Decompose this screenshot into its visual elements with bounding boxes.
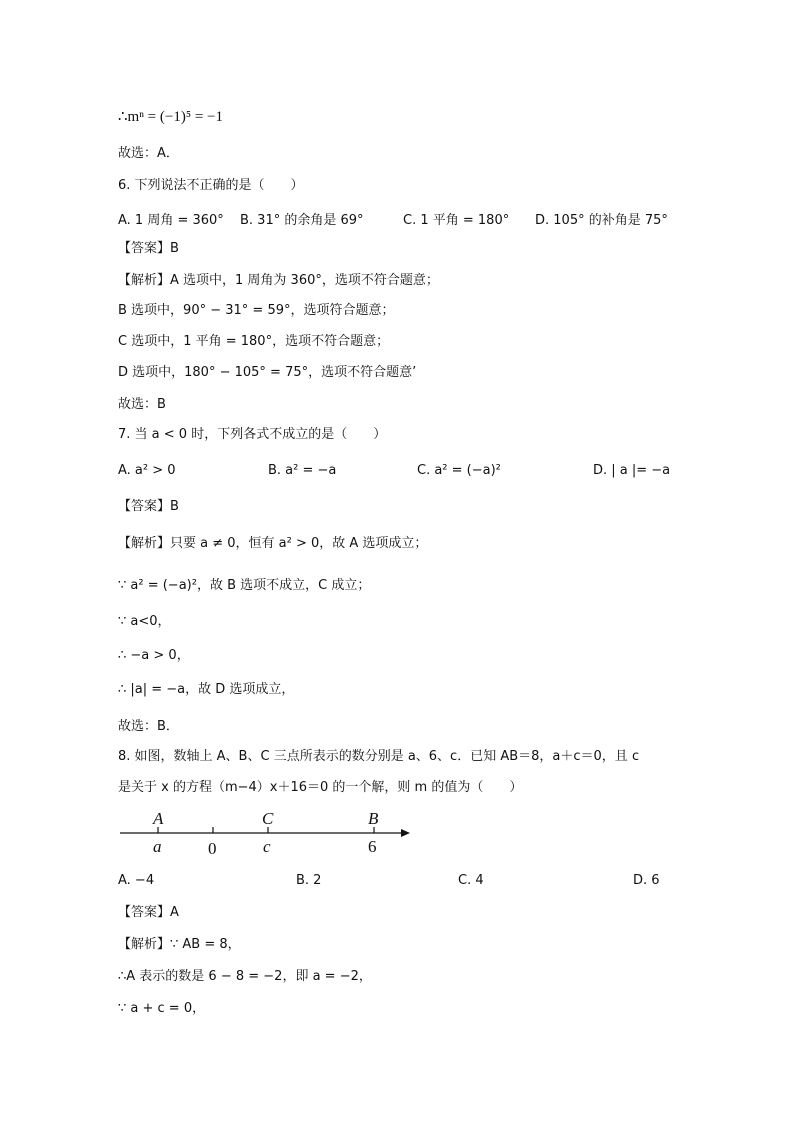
label-value-6: 6 <box>368 837 377 856</box>
q8-explain-2: ∴A 表示的数是 6 − 8 = −2，即 a = −2， <box>118 969 372 984</box>
q6-option-d: D. 105° 的补角是 75° <box>535 213 668 228</box>
q7-explain-6: 故选：B． <box>118 719 179 734</box>
q7-option-d: D. | a |= −a <box>593 463 671 478</box>
solution-line-text: ∴mⁿ = (−1)⁵ = −1 <box>118 109 223 125</box>
q7-explain-4: ∴ −a > 0， <box>118 648 190 663</box>
label-point-A: A <box>153 809 164 828</box>
q7-answer: 【答案】B <box>118 499 179 514</box>
q8-explain-1: 【解析】∵ AB = 8， <box>118 937 241 952</box>
q6-explain-2: B 选项中，90° − 31° = 59°，选项符合题意； <box>118 303 395 318</box>
choice-line <box>118 145 179 163</box>
q7-explain-3: ∵ a<0， <box>118 614 171 629</box>
q6-option-a: A. 1 周角 = 360° <box>118 213 224 228</box>
question-7-stem: 7. 当 a < 0 时，下列各式不成立的是（ ） <box>118 427 387 442</box>
q8-option-c: C. 4 <box>458 873 484 888</box>
question-8-stem-1: 8. 如图，数轴上 A、B、C 三点所表示的数分别是 a、6、c．已知 AB＝8，a＋c＝0，且 c <box>118 749 640 764</box>
label-value-zero: 0 <box>208 839 217 858</box>
label-point-B: B <box>368 809 379 828</box>
q6-option-b: B. 31° 的余角是 69° <box>240 213 364 228</box>
label-value-a: a <box>153 837 162 856</box>
q8-option-a: A. −4 <box>118 873 155 888</box>
q7-explain-1: 【解析】只要 a ≠ 0，恒有 a² > 0，故 A 选项成立； <box>118 536 428 551</box>
q8-option-d: D. 6 <box>633 873 660 888</box>
q8-answer: 【答案】A <box>118 905 179 920</box>
q6-explain-3: C 选项中，1 平角 = 180°，选项不符合题意； <box>118 334 390 349</box>
q6-explain-1: 【解析】A 选项中，1 周角为 360°，选项不符合题意； <box>118 273 439 288</box>
label-value-c: c <box>263 837 271 856</box>
solution-line-m-power <box>118 108 223 127</box>
q6-explain-5: 故选：B <box>118 397 166 412</box>
q8-explain-3: ∵ a + c = 0， <box>118 1001 206 1016</box>
label-point-C: C <box>262 809 274 828</box>
q6-answer: 【答案】B <box>118 241 179 256</box>
q8-option-b: B. 2 <box>296 873 322 888</box>
q6-explain-4: D 选项中，180° − 105° = 75°，选项不符合题意’ <box>118 365 417 380</box>
q7-explain-5: ∴ |a| = −a，故 D 选项成立， <box>118 682 295 697</box>
q6-option-c: C. 1 平角 = 180° <box>403 213 510 228</box>
question-8-stem-2: 是关于 x 的方程（m−4）x＋16＝0 的一个解，则 m 的值为（ ） <box>118 780 523 795</box>
q7-option-b: B. a² = −a <box>268 463 337 478</box>
q7-option-a: A. a² > 0 <box>118 463 176 478</box>
q7-option-c: C. a² = (−a)² <box>417 463 501 478</box>
q7-explain-2: ∵ a² = (−a)²，故 B 选项不成立，C 成立； <box>118 578 371 593</box>
number-line-figure <box>118 806 418 858</box>
number-line-arrowhead <box>401 829 410 837</box>
choice-text: 故选：A． <box>118 146 179 161</box>
question-6-stem: 6. 下列说法不正确的是（ ） <box>118 178 304 193</box>
